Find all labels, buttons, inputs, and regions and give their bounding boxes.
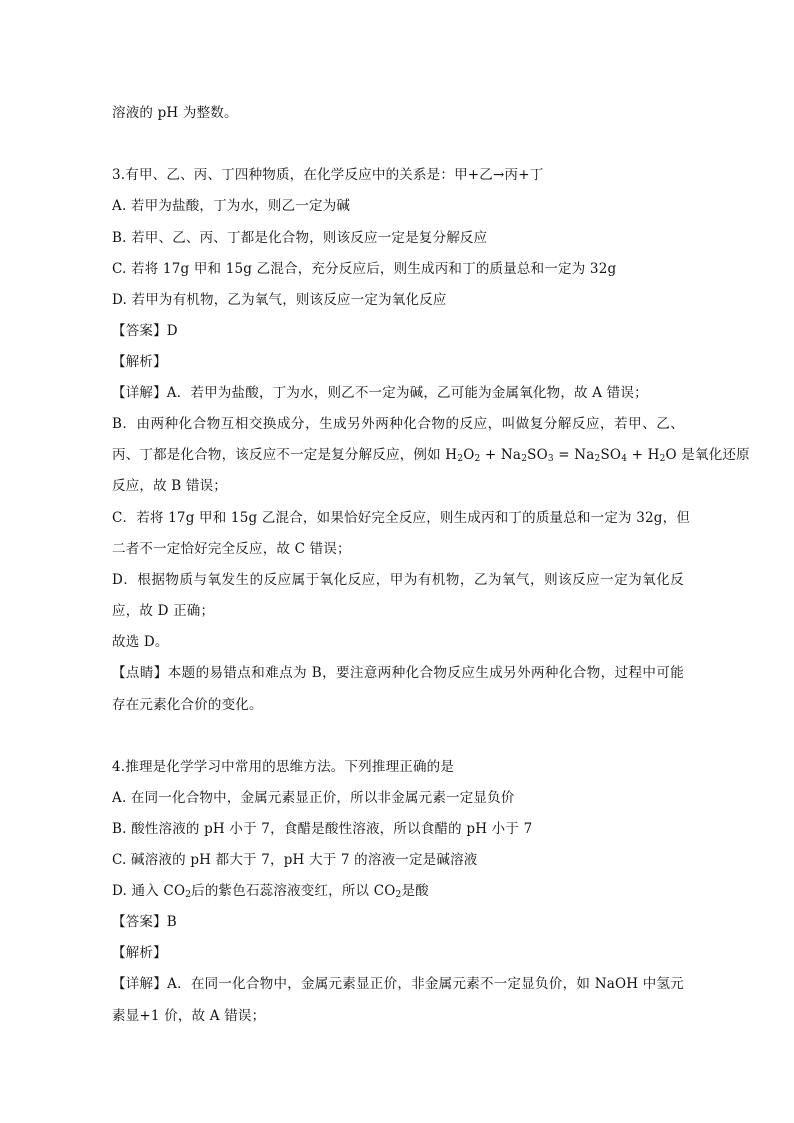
q3-answer: 【答案】D <box>112 323 178 339</box>
q3-option-a: A. 若甲为盐酸，丁为水，则乙一定为碱 <box>112 198 351 214</box>
q3-option-b: B. 若甲、乙、丙、丁都是化合物，则该反应一定是复分解反应 <box>112 230 488 246</box>
q4-option-a: A. 在同一化合物中，金属元素显正价，所以非金属元素一定显负价 <box>112 790 515 806</box>
q3-detail-c-line1: C．若将 17g 甲和 15g 乙混合，如果恰好完全反应，则生成丙和丁的质量总和一定为 32g，但 <box>112 510 691 526</box>
q3-note-line2: 存在元素化合价的变化。 <box>112 697 263 713</box>
q4-analysis-label: 【解析】 <box>112 945 167 961</box>
q4-answer: 【答案】B <box>112 914 177 930</box>
q3-detail-b-line3: 反应，故 B 错误； <box>112 478 228 494</box>
q2-tail-text: 溶液的 pH 为整数。 <box>112 105 238 121</box>
q3-detail-d-line1: D．根据物质与氧发生的反应属于氧化反应，甲为有机物，乙为氧气，则该反应一定为氧化反 <box>112 572 684 588</box>
q3-stem: 3.有甲、乙、丙、丁四种物质，在化学反应中的关系是：甲+乙→丙+丁 <box>112 167 544 183</box>
q3-option-c: C. 若将 17g 甲和 15g 乙混合，充分反应后，则生成丙和丁的质量总和一定为 32g <box>112 261 617 277</box>
q4-stem: 4.推理是化学学习中常用的思维方法。下列推理正确的是 <box>112 759 455 775</box>
q4-detail-a-line1: 【详解】A．在同一化合物中，金属元素显正价，非金属元素不一定显负价，如 NaOH 中氢元 <box>112 976 684 992</box>
q3-analysis-label: 【解析】 <box>112 354 167 370</box>
q3-choose: 故选 D。 <box>112 634 169 650</box>
q4-option-c: C. 碱溶液的 pH 都大于 7，pH 大于 7 的溶液一定是碱溶液 <box>112 852 478 868</box>
q4-detail-a-line2: 素显+1 价，故 A 错误； <box>112 1008 266 1024</box>
q3-detail-a: 【详解】A．若甲为盐酸，丁为水，则乙不一定为碱，乙可能为金属氧化物，故 A 错误； <box>112 385 648 401</box>
q3-option-d: D. 若甲为有机物，乙为氧气，则该反应一定为氧化反应 <box>112 292 447 308</box>
q3-detail-b-line2: 丙、丁都是化合物，该反应不一定是复分解反应，例如 $H_2O_2 + Na_2SO_3 = Na_2SO_4 + H_2O$ 是氧化还原 <box>112 447 750 464</box>
q3-note-line1: 【点睛】本题的易错点和难点为 B，要注意两种化合物反应生成另外两种化合物，过程中可能 <box>112 665 684 681</box>
q4-option-b: B. 酸性溶液的 pH 小于 7，食醋是酸性溶液，所以食醋的 pH 小于 7 <box>112 821 533 837</box>
q3-detail-c-line2: 二者不一定恰好完全反应，故 C 错误； <box>112 541 351 557</box>
q4-option-d: D. 通入 $CO_2$后的紫色石蕊溶液变红，所以 $CO_2$是酸 <box>112 883 429 900</box>
q3-detail-d-line2: 应，故 D 正确； <box>112 603 215 619</box>
q3-detail-b-line1: B．由两种化合物互相交换成分，生成另外两种化合物的反应，叫做复分解反应，若甲、乙、 <box>112 416 684 432</box>
